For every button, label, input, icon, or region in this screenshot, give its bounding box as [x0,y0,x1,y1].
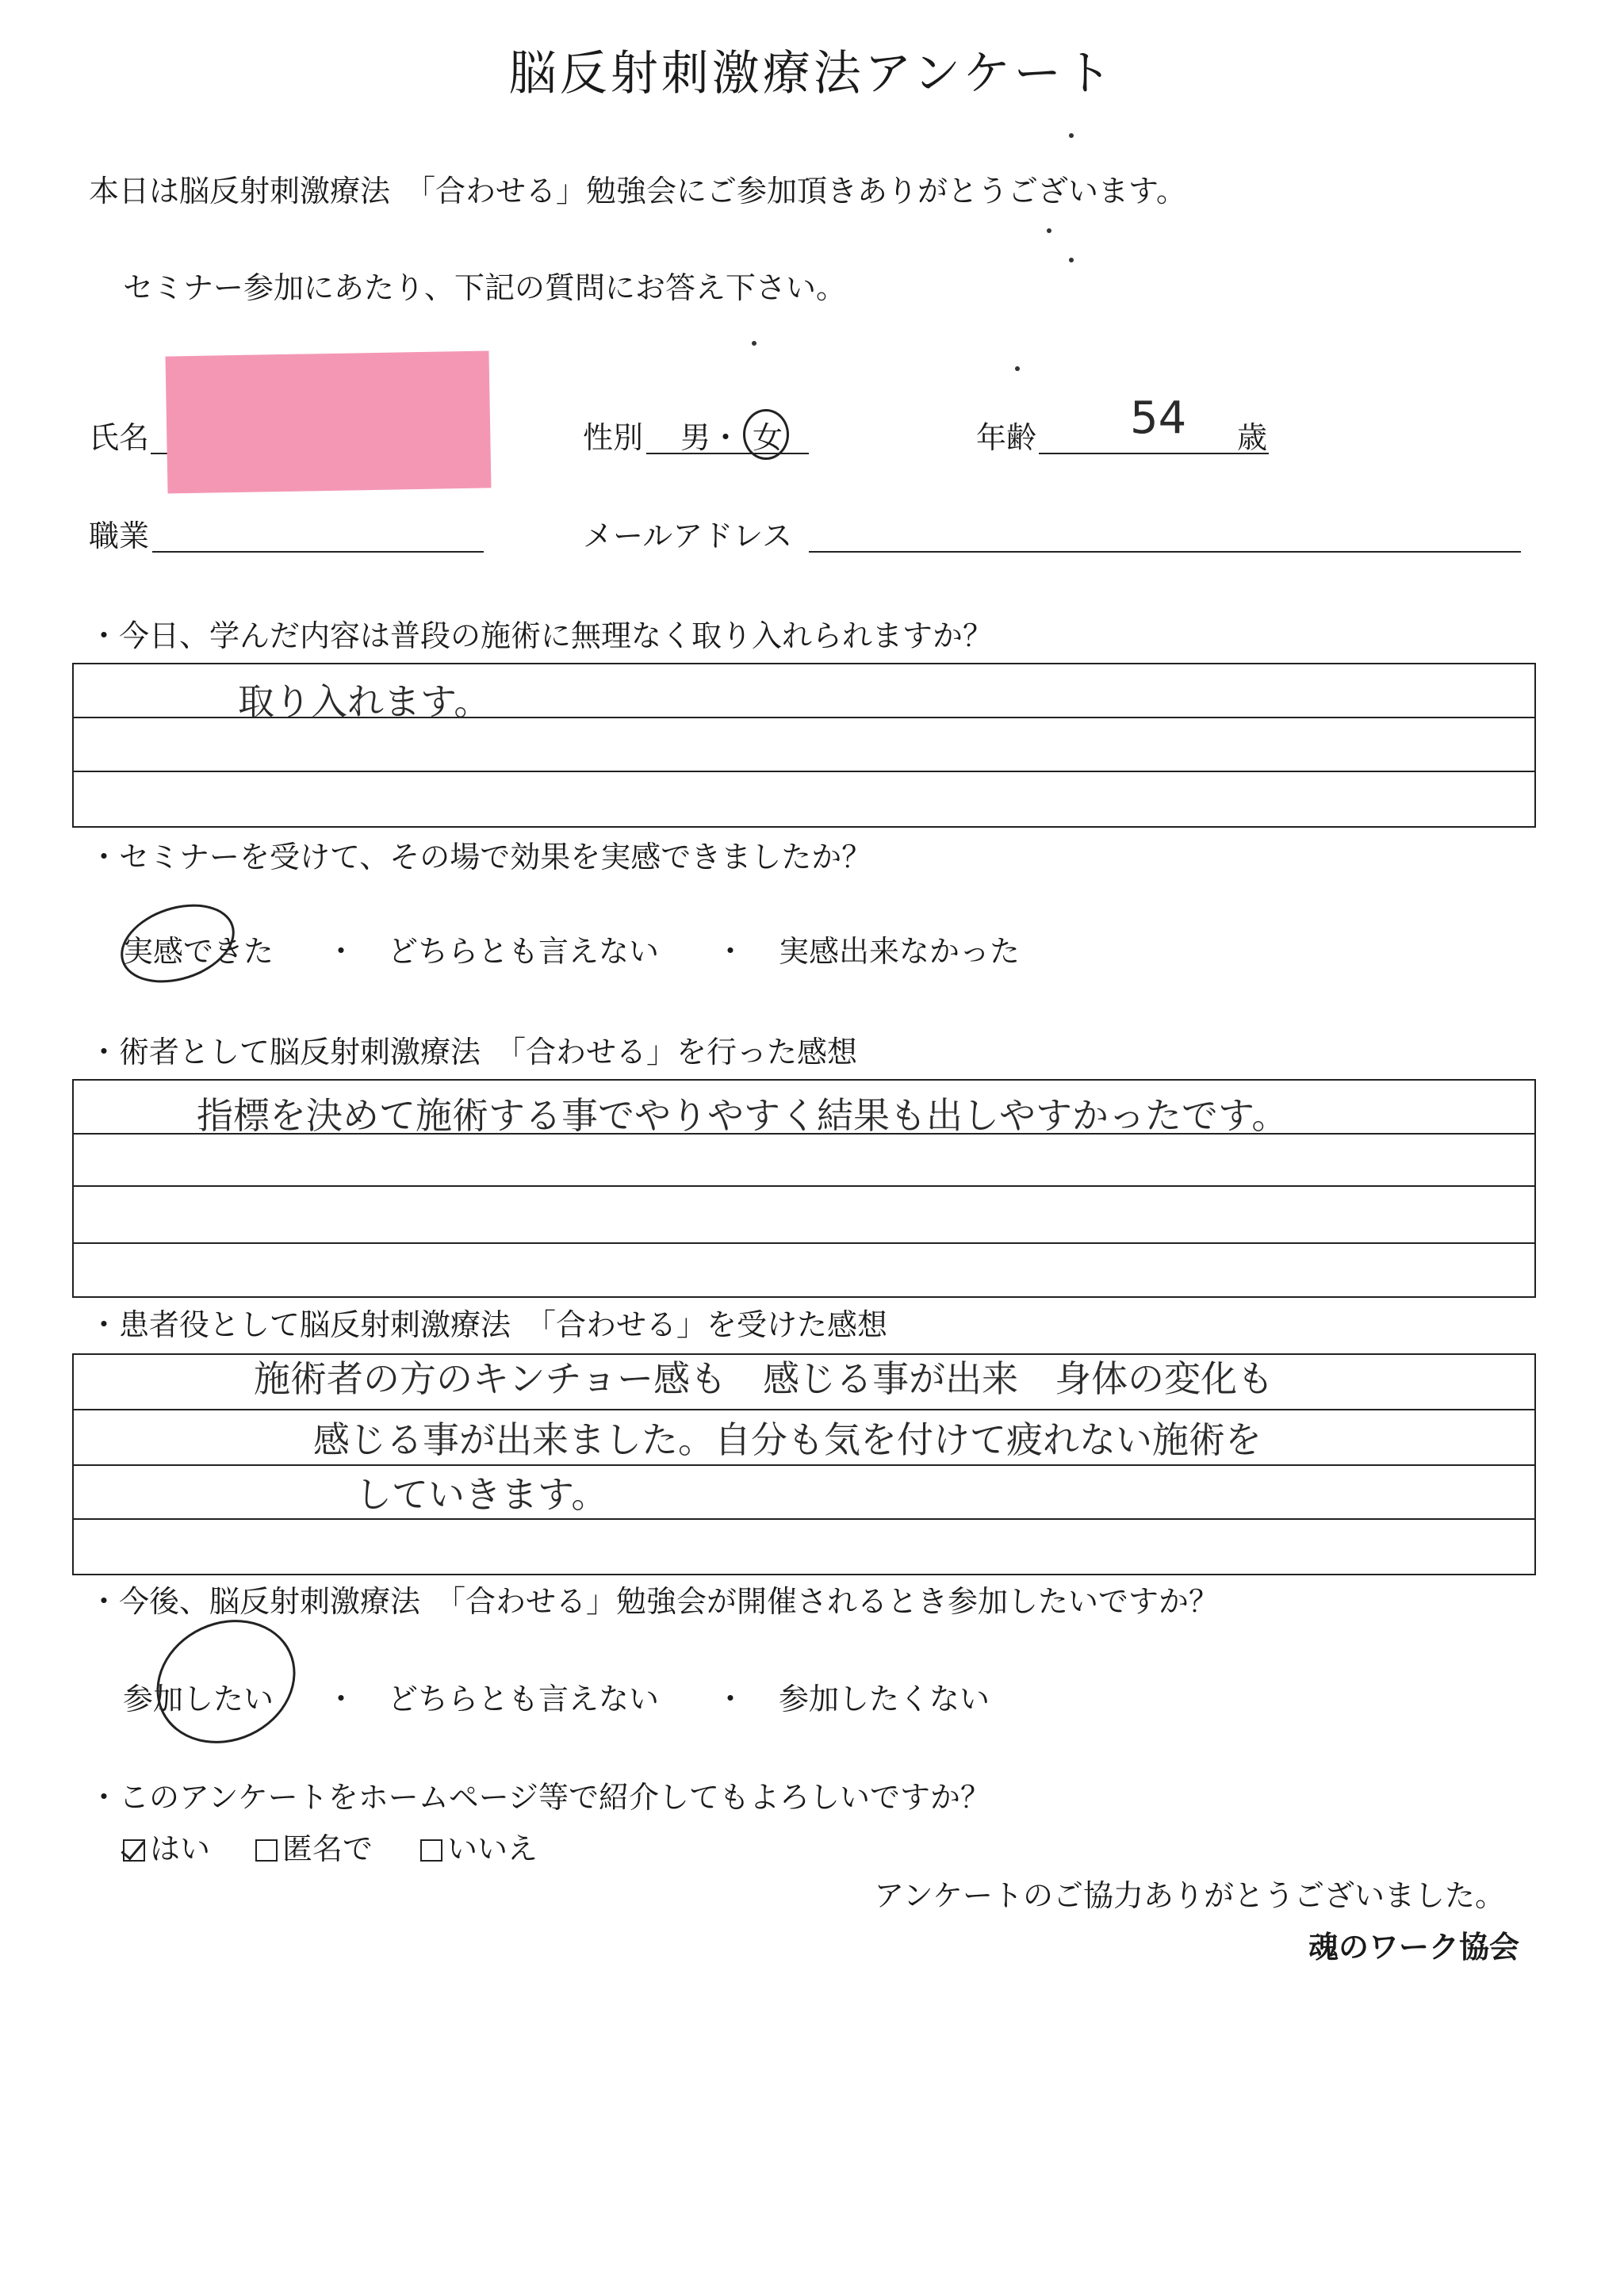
q5-separator: ・ [326,1682,357,1716]
scan-speck [1015,366,1020,371]
q2-separator: ・ [715,934,746,969]
checkbox-checked-icon[interactable] [123,1839,145,1862]
q6-option-no-label: いいえ [447,1831,538,1866]
q2-option-neutral[interactable]: どちらとも言えない [388,934,660,969]
gender-male-option[interactable]: 男・ [680,420,741,455]
q6-option-anonymous[interactable] [255,1831,373,1866]
q5-separator: ・ [715,1682,746,1716]
q4-answer-line-3: していきます。 [355,1473,608,1516]
checkbox-icon[interactable] [420,1839,442,1862]
q2-option-yes[interactable]: 実感できた [123,934,274,969]
q6-option-yes[interactable] [123,1831,211,1866]
q2-question: ・セミナーを受けて、その場で効果を実感できましたか？ [89,840,872,874]
job-field[interactable] [152,551,484,553]
age-label: 年齢 [976,420,1037,455]
gender-female-option[interactable]: 女 [753,420,783,455]
q6-option-yes-label: はい [150,1831,211,1866]
q2-option-no[interactable]: 実感出来なかった [779,934,1021,969]
age-value: 54 [1130,392,1187,444]
selection-circle [110,890,244,996]
scan-speck [1047,228,1051,233]
email-field[interactable] [809,551,1521,553]
page-title: 脳反射刺激療法アンケート [508,46,1116,101]
job-label: 職業 [89,519,150,553]
scan-speck [1069,133,1074,138]
gender-label: 性別 [583,420,644,455]
q4-answer-line-1: 施術者の方のキンチョー感も 感じる事が出来 身体の変化も [254,1357,1274,1400]
q5-option-yes[interactable]: 参加したい [123,1682,274,1716]
q3-question: ・術者として脳反射刺激療法 「合わせる」を行った感想 [89,1035,858,1070]
q5-option-no[interactable]: 参加したくない [779,1682,990,1716]
footer-organization: 魂のワーク協会 [1308,1929,1519,1965]
footer-thanks: アンケートのご協力ありがとうございました。 [874,1878,1505,1913]
intro-line-2: セミナー参加にあたり、下記の質問にお答え下さい。 [123,270,847,305]
selection-circle [743,409,789,460]
age-unit: 歳 [1237,420,1268,455]
q4-answer-line-2: 感じる事が出来ました。自分も気を付けて疲れない施術を [313,1418,1262,1461]
q1-question: ・今日、学んだ内容は普段の施術に無理なく取り入れられますか？ [89,618,994,653]
age-field[interactable] [1039,453,1269,454]
scan-speck [752,341,756,346]
email-label: メールアドレス [583,519,793,553]
q6-option-no[interactable] [420,1831,538,1866]
q5-option-neutral[interactable]: どちらとも言えない [388,1682,660,1716]
checkbox-icon[interactable] [255,1839,278,1862]
q6-question: ・このアンケートをホームページ等で紹介してもよろしいですか？ [89,1780,990,1815]
intro-line-1: 本日は脳反射刺激療法 「合わせる」勉強会にご参加頂きありがとうございます。 [89,174,1186,209]
redaction-sticker [166,350,492,493]
q1-answer: 取り入れます。 [238,680,491,723]
q4-question: ・患者役として脳反射刺激療法 「合わせる」を受けた感想 [89,1307,888,1342]
q5-question: ・今後、脳反射刺激療法 「合わせる」勉強会が開催されるとき参加したいですか？ [89,1584,1220,1619]
q6-option-anonymous-label: 匿名で [282,1831,373,1866]
scan-speck [1069,258,1074,262]
name-label: 氏名 [89,420,150,455]
selection-circle [136,1598,316,1766]
q3-answer: 指標を決めて施術する事でやりやすく結果も出しやすかったです。 [197,1094,1289,1137]
q2-separator: ・ [326,934,357,969]
